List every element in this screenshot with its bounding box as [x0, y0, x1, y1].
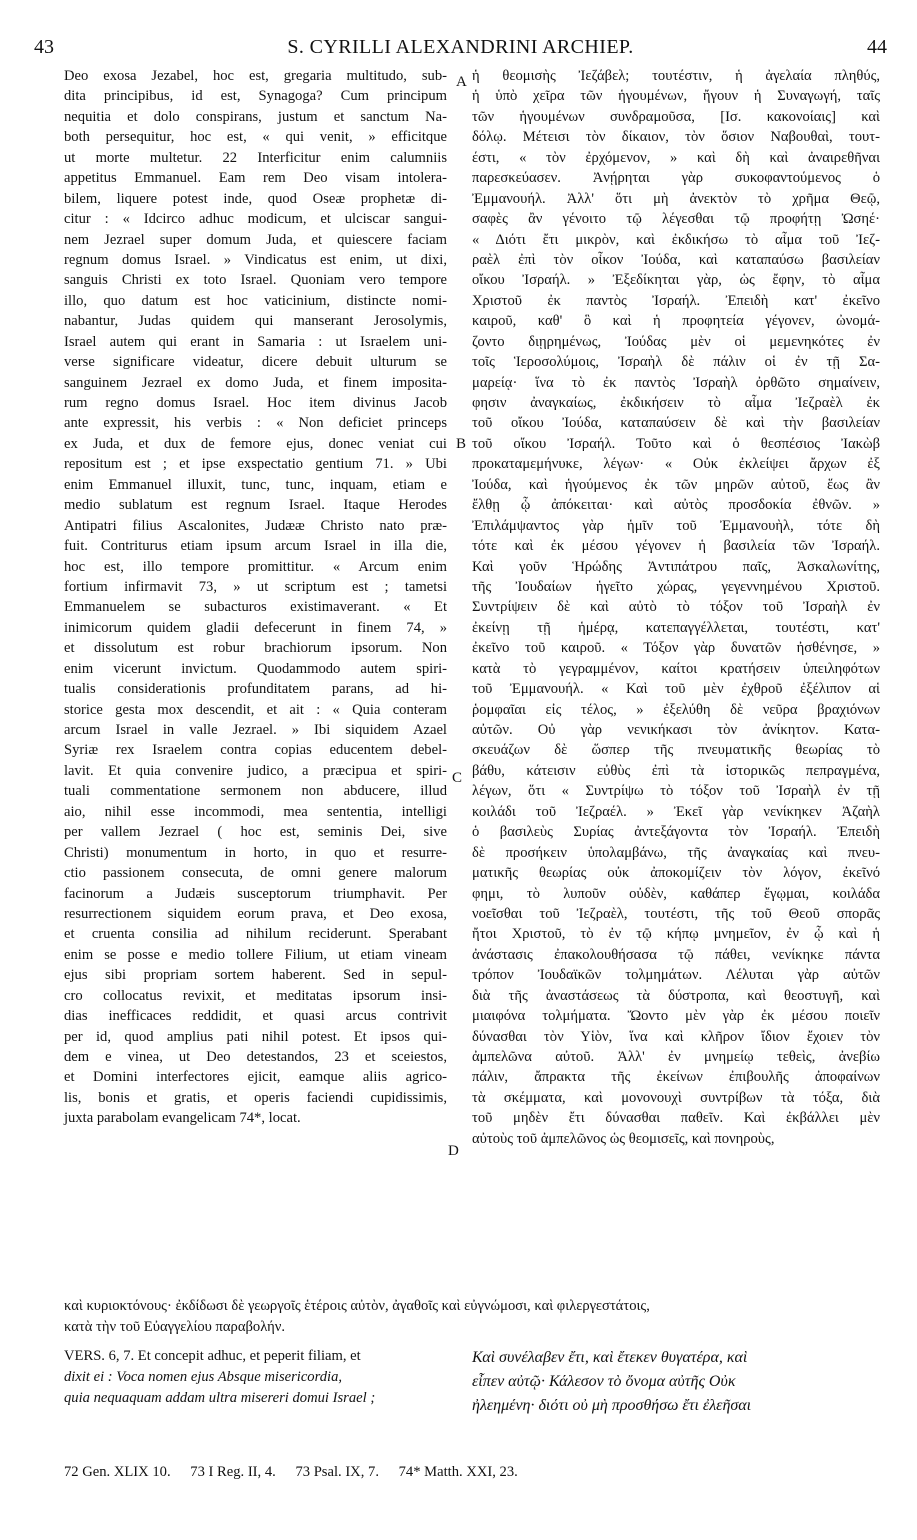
text-line: juxta parabolam evangelicam 74*, locat. — [64, 1110, 301, 1127]
footnote: 74* Matth. XXI, 23. — [398, 1464, 518, 1480]
text-line: φησιν ἀναγκαίως, ἐκδικήσειν τὸ αἷμα Ἰεζραὲλ ἐκ — [472, 395, 880, 411]
text-line: διὰ τῆς ἀναστάσεως τὰ δύστροπα, καὶ θεοστυγῆ, καὶ — [472, 987, 880, 1004]
text-line: et cruenta consilia ad nihilum reciderunt. Sperabant — [64, 926, 447, 943]
margin-letter-c: C — [452, 770, 463, 786]
text-line: sanguis Christi ex toto Israel. Quoniam vero tempore — [64, 272, 447, 289]
text-line: per vallem Jezrael ( hoc est, seminis Dei, sive — [64, 824, 447, 841]
text-line: πάλιν, ἄπρακτα τῆς ἐκείνων ἐπιβουλῆς ἀποφαίνων — [472, 1069, 880, 1086]
text-line: ἀνάστασις ἐπακολουθήσασα τῷ πάθει, νενίκηκε πάντα — [472, 946, 880, 963]
text-line: Χριστοῦ ἐκ παντὸς Ἰσραήλ. Ἐπειδὴ κατ' ἐκεῖνο — [472, 292, 880, 309]
text-line: fortium infirmavit 73, » ut scriptum est ; tametsi — [64, 578, 447, 595]
text-line: παρεσκεύασεν. Ἀνῄρηται γὰρ συκοφαντούμενος ὁ — [472, 170, 880, 187]
text-line: ῥομφαῖαι εἰς τέλος, » ἐξελύθη δὲ νεῦρα βραχιόνων — [472, 701, 880, 718]
text-line: regnum domus Israel. » Vindicatus est enim, ut dixi, — [64, 251, 447, 268]
page-header — [34, 36, 887, 64]
text-line: τοῦ οἴκου Ἰούδα, καταπαύσειν δὲ καὶ τὴν βασιλείαν — [472, 415, 880, 432]
text-line: τῶν ἡγουμένων συνδραμοῦσα, [Ισ. κακονοίαις] καὶ — [472, 108, 880, 125]
footnote: 73 Psal. IX, 7. — [295, 1464, 379, 1480]
text-line: ὁ βασιλεὺς Συρίας ἀντεξάγοντα τὸν Ἰσραήλ. Ἐπειδὴ — [472, 824, 880, 841]
text-line: δόλῳ. Μέτεισι τὸν δίκαιον, τὸν ὅσιον Ναβουθαὶ, τουτ- — [472, 129, 880, 146]
text-line: ex Juda, et dux de femore ejus, donec veniat cui — [64, 435, 447, 452]
text-line: Ἐμμανουήλ. Ἀλλ' ὅτι μὴ ἀνεκτὸν τὸ χρῆμα Θεῷ, — [472, 190, 880, 207]
text-line: « Διότι ἔτι μικρὸν, καὶ ἐκδικήσω τὸ αἷμα τοῦ Ἰεζ- — [472, 231, 880, 248]
running-title: S. CYRILLI ALEXANDRINI ARCHIEP. — [287, 36, 634, 58]
text-line: τοῦ Ἐμμανουήλ. « Καὶ τοῦ μὲν ἐχθροῦ ἐξέλιπον αἱ — [472, 681, 880, 698]
text-line: medio sublatum est regnum Israel. Itaque Herodes — [64, 497, 447, 514]
text-line: φημι, τὸ λυποῦν οὐδὲν, καθάπερ ἔγῳμαι, κοιλάδα — [472, 885, 880, 902]
text-line: Ἐπιλάμψαντος γὰρ ἡμῖν τοῦ Ἐμμανουὴλ, τότε δὴ — [472, 517, 880, 534]
text-line: ἡ ὑπὸ χεῖρα τῶν ἡγουμένων, ἤγουν ἡ Συναγωγή, ταῖς — [472, 88, 880, 105]
text-line: enim se posse e medio tollere Filium, ut etiam vineam — [64, 946, 447, 963]
text-line: ἤτοι Χριστοῦ, τὸ ἐν τῷ κήπῳ μνημεῖον, ἐν ᾧ καὶ ἡ — [472, 926, 880, 943]
text-line: nequitia et dolo conspirans, justum et sanctum Na- — [64, 108, 447, 125]
text-line: ραὲλ ἐπὶ τὸν οἶκον Ἰούδα, καὶ καταπαύσω βασιλείαν — [472, 251, 880, 268]
text-line: ut morte multetur. 22 Interficitur enim calumniis — [64, 149, 447, 166]
text-line: bilem, liquere potest inde, quod Oseæ prophetæ di- — [64, 190, 447, 207]
text-line: aio, nihil esse incommodi, mea sententia, intelligi — [64, 803, 447, 820]
text-line: Israel autem qui erant in Samaria : ut Israelem uni- — [64, 333, 447, 350]
text-line: Ἰούδα, καὶ ἡγούμενος ἐκ τῶν μηρῶν αὐτοῦ, ἕως ἂν — [472, 476, 880, 493]
text-line: νοεῖσθαι τοῦ Ἰεζραὲλ, τουτέστι, τῆς τοῦ Θεοῦ σπορᾶς — [472, 905, 880, 922]
text-line: ματικῆς θεωρίας οὐκ ἀποκομίζειν τὸν λόγον, ἐκεῖνό — [472, 865, 880, 882]
text-line: τοῦ μηδὲν ἔτι δύνασθαι παθεῖν. Καὶ ἐκβάλλει μὲν — [472, 1110, 880, 1127]
text-line: τότε καὶ ἐκ μέσου γέγονεν ἡ βασιλεία τῶν Ἰσραήλ. — [472, 538, 880, 555]
text-line: έστι, « τὸν ἐρχόμενον, » καὶ δὴ καὶ ἀναιρεθῆναι — [472, 149, 880, 166]
text-line: οἴκου Ἰσραήλ. » Ἐξεδίκηται γὰρ, ὡς ἔφην, τὸ αἷμα — [472, 272, 880, 289]
text-line: dem e vinea, ut Deo detestandos, 23 et sceiestos, — [64, 1049, 447, 1065]
footnote: 73 I Reg. II, 4. — [190, 1464, 276, 1480]
margin-letter-a: A — [456, 74, 467, 90]
text-line: Christi) monumentum in horto, in quo et resurre- — [64, 844, 447, 861]
text-line: tualis considerationis profunditatem parans, ad hi- — [64, 681, 447, 698]
footnotes — [64, 1464, 879, 1481]
text-line: δὲ προσήκειν ὑπολαμβάνω, τῆς ἀναγκαίας καὶ πνευ- — [472, 844, 880, 861]
text-line: facinorum a Judæis susceptorum triumphavit. Per — [64, 885, 447, 902]
continuation-text — [64, 1296, 879, 1337]
text-line: λέγων, ὅτι « Συντρίψω τὸ τόξον τοῦ Ἰσραὴλ ἐν τῇ — [472, 783, 880, 800]
text-line: lavit. Et quia convenire judico, a præcipua et spiri- — [64, 762, 447, 779]
margin-letter-b: B — [456, 436, 467, 452]
text-line: Syriæ rex Israelem contra copias educentem debel- — [64, 742, 447, 759]
text-line: Συντρίψειν δὲ καὶ αὐτὸ τὸ τόξον τοῦ Ἰσραὴλ ἐν — [472, 599, 880, 616]
verse-line: εἶπεν αὐτῷ· Κάλεσον τὸ ὄνομα αὐτῆς Οὐκ — [472, 1373, 736, 1390]
text-line: τὰ σκέμματα, καὶ μονονουχὶ συντρίβων τὰ τόξα, διὰ — [472, 1089, 880, 1106]
text-line: et Domini interfectores ejicit, eamque aliis agrico- — [64, 1069, 447, 1086]
text-line: per id, quod amplius pati nihil potest. Et ipsos qui- — [64, 1028, 447, 1045]
text-line: enim Emmanuel illuxit, tunc, tunc, inquam, etiam e — [64, 476, 447, 493]
text-line: sanguinem Jezrael ex domo Juda, et finem imposita- — [64, 374, 447, 391]
page-number-left: 43 — [34, 36, 54, 58]
text-line: βάθυ, κάτεισιν εὐθὺς ἐπὶ τὰ ἱστορικῶς πεπραγμένα, — [472, 762, 880, 779]
text-line: cro collocatus revixit, et meditatas ipsorum insi- — [64, 987, 447, 1004]
text-line: enim vicerunt invictum. Quodammodo autem spiri- — [64, 660, 447, 677]
text-line: nem Jezrael super domum Juda, et quiescere faciam — [64, 231, 447, 248]
text-line: ἡ θεομισὴς Ἰεζάβελ; τουτέστιν, ἡ ἀγελαία πληθύς, — [472, 68, 880, 84]
text-line: προκαταμεμήνυκε, λέγων· « Οὐκ ἐκλείψει ἄρχων ἐξ — [472, 456, 880, 473]
text-line: rum regno domus Israel. Hoc item divinus Jacob — [64, 395, 447, 411]
text-line: ejus sibi propriam sortem haberent. Sed in sepul- — [64, 967, 447, 984]
text-line: et dissolutum est robur brachiorum ipsorum. Non — [64, 640, 447, 657]
text-line: both persequitur, hoc est, « qui venit, » efficitque — [64, 129, 447, 146]
text-line: lis, bonis et gratis, et operis faciendi cupidissimis, — [64, 1089, 447, 1106]
text-line: καὶ κυριοκτόνους· ἐκδίδωσι δὲ γεωργοῖς ἑτέροις αὐτὸν, ἀγαθοῖς καὶ εὐγνώμοσι, καὶ φιλεργεστάτοις, — [64, 1298, 650, 1314]
text-line: nabantur, Judas quidem qui manserant Jerosolymis, — [64, 313, 447, 330]
text-line: resurrectionem siquidem eorum prava, et Deo exosa, — [64, 905, 447, 922]
text-line: Deo exosa Jezabel, hoc est, gregaria multitudo, sub- — [64, 68, 447, 84]
text-line: hoc est, illo tempore promittitur. « Arcum enim — [64, 558, 447, 575]
text-line: ζοντο διῃρημένως, Ἰούδας μὲν οἱ μεμενηκότες ἐν — [472, 333, 880, 350]
text-line: ante expressit, his verbis : « Non deficiet princeps — [64, 415, 447, 432]
text-line: appetitus Emmanuel. Eam rem Deo visam intolera- — [64, 170, 447, 187]
text-line: tuali commentatione sermonem non abducere, illud — [64, 783, 447, 800]
text-line: ἔλθῃ ᾧ ἀπόκειται· καὶ αὐτὸς προσδοκία ἐθνῶν. » — [472, 497, 880, 514]
text-line: storice gesta mox descendit, et ait : « Quia conteram — [64, 701, 447, 718]
text-line: dias inefficaces reddidit, et quasi arcus contrivit — [64, 1008, 447, 1025]
page-number-right: 44 — [867, 36, 887, 58]
verse-line: ἠλεημένη· διότι οὐ μὴ προσθήσω ἔτι ἐλεῆσαι — [472, 1397, 752, 1414]
text-line: ἐκεῖνο τοῦ καιροῦ. « Τόξον γὰρ δυνατῶν ἠσθένησε, » — [472, 640, 880, 657]
text-line: σκευάζων δὲ ὥσπερ τῆς πνευματικῆς θεωρίας τὸ — [472, 742, 880, 759]
text-line: citur : « Idcirco adhuc modicum, et ulciscar sangui- — [64, 211, 447, 228]
text-line: inimicorum quidem gladii defecerunt in finem 74, » — [64, 619, 447, 636]
text-line: καιροῦ, καθ' ὃ καὶ ἡ προφητεία γέγονεν, ὠνομά- — [472, 313, 880, 330]
verse-greek — [472, 1346, 880, 1418]
text-line: τρόπον Ἰουδαϊκῶν τολμημάτων. Λέλυται γὰρ αὐτῶν — [472, 967, 880, 984]
text-line: Antipatri filius Ascalonites, Judææ Christo nato præ- — [64, 517, 447, 534]
text-line: τοῦ οἴκου Ἰσραήλ. Τοῦτο καὶ ὁ θεσπέσιος Ἰακὼβ — [472, 435, 880, 452]
text-line: σαφὲς ἂν γένοιτο τῷ λέγεσθαι τῷ προφήτῃ Ὠσηέ· — [472, 211, 880, 228]
verse-line: quia nequaquam addam ultra misereri domui Israel ; — [64, 1390, 376, 1406]
latin-column — [64, 66, 447, 1129]
text-line: repositum est ; et ipse exspectatio gentium 71. » Ubi — [64, 456, 447, 473]
text-line: τοῖς Ἱεροσολύμοις, Ἰσραὴλ δὲ πάλιν οἱ ἐν τῇ Σα- — [472, 354, 880, 371]
text-line: arcum Israel in valle Jezrael. » Ibi siquidem Azael — [64, 722, 447, 738]
verse-line: dixit ei : Voca nomen ejus Absque misericordia, — [64, 1369, 343, 1385]
verse-line: VERS. 6, 7. Et concepit adhuc, et peperit filiam, et — [64, 1348, 361, 1364]
text-line: ἐκείνῃ τῇ ἡμέρᾳ, κατεπαγγέλλεται, τουτέστι, κατ' — [472, 619, 880, 636]
text-line: δύνασθαι τὸν Υἱὸν, ἵνα καὶ κλῆρον ἴδιον ἔχοιεν τὸν — [472, 1028, 880, 1045]
text-line: κατὰ τὸ γεγραμμένον, καίτοι κρατήσειν ὑπειληφότων — [472, 660, 880, 677]
text-line: κατὰ τὴν τοῦ Εὐαγγελίου παραβολήν. — [64, 1318, 286, 1335]
margin-letter-d: D — [448, 1143, 459, 1159]
text-line: Καὶ γοῦν Ἡρώδης Ἀντιπάτρου παῖς, Ἀσκαλωνίτης, — [472, 558, 880, 575]
verse-latin — [64, 1346, 444, 1409]
text-line: ctio passionem consecuta, de omni genere malorum — [64, 865, 447, 882]
text-line: dita principibus, id est, Synagoga? Cum principum — [64, 88, 447, 105]
text-line: αὐτῶν. Οὐ γὰρ νενικήκασι τὸν ἀνίκητον. Κατα- — [472, 722, 880, 738]
text-line: ἀμπελῶνα αὐτοῦ. Ἀλλ' ἐν μνημείῳ τεθεὶς, ἀνεβίω — [472, 1049, 880, 1065]
text-line: μαρείᾳ· ἵνα τὸ ἐκ παντὸς Ἰσραὴλ ὀρθῶτο σημαίνειν, — [472, 374, 880, 391]
greek-column — [472, 66, 880, 1149]
text-line: Emmanuelem se subacturos existimaverant. « Et — [64, 599, 447, 616]
text-line: illo, quo datum est hoc vaticinium, distincte nomi- — [64, 292, 447, 309]
text-line: τῆς Ἰουδαίων ἡγεῖτο χώρας, γεγεννημένου Χριστοῦ. — [472, 578, 880, 595]
text-line: μιαιφόνα τολμήματα. Ὤοντο μὲν γὰρ ἐκ μέσου ποιεῖν — [472, 1008, 880, 1025]
footnote: 72 Gen. XLIX 10. — [64, 1464, 171, 1480]
verse-line: Καὶ συνέλαβεν ἔτι, καὶ ἔτεκεν θυγατέρα, καὶ — [472, 1349, 748, 1366]
text-line: fuit. Contriturus etiam ipsum arcum Israel in illa die, — [64, 538, 447, 555]
text-line: αὐτοὺς τοῦ ἀμπελῶνος ὡς θεομισεῖς, καὶ πονηροὺς, — [472, 1130, 775, 1147]
text-line: κοιλάδι τοῦ Ἰεζραέλ. » Ἐκεῖ γὰρ νενίκηκεν Ἀζαὴλ — [472, 803, 880, 820]
text-line: verse significare videatur, dicere debuit ulturum se — [64, 354, 447, 371]
